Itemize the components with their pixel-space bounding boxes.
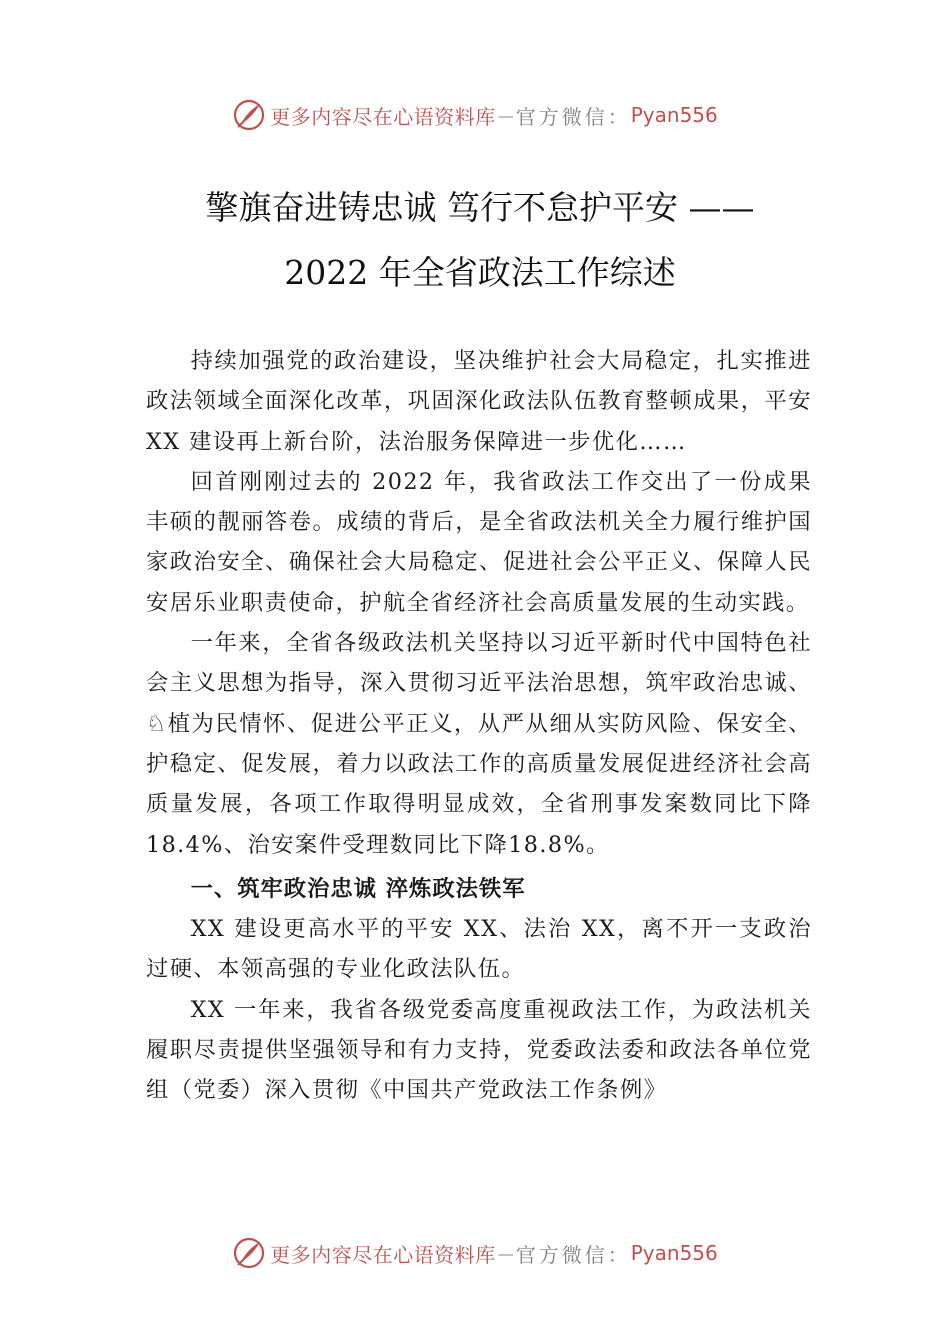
paragraph: XX 一年来，我省各级党委高度重视政法工作，为政法机关履职尽责提供坚强领导和有力支持，党委政法委和政法各单位党组（党委）深入贯彻《中国共产党政法工作条例》 xyxy=(146,996,812,1104)
watermark-account: Pyan556 xyxy=(630,1241,718,1265)
quill-pen-icon xyxy=(232,1236,266,1270)
watermark-footer xyxy=(0,1233,950,1273)
watermark-site-text: 更多内容尽在心语资料库 xyxy=(270,104,496,129)
watermark-header xyxy=(0,95,950,135)
section-heading: 一、筑牢政治忠诚 淬炼政法铁军 xyxy=(190,875,526,902)
paragraph: 持续加强党的政治建设，坚决维护社会大局稳定，扎实推进政法领域全面深化改革，巩固深化政法队伍教育整顿成果，平安 XX 建设再上新台阶，法治服务保障进一步优化…… xyxy=(146,348,812,455)
watermark-account: Pyan556 xyxy=(630,103,718,127)
document-title-line-2: 2022 年全省政法工作综述 xyxy=(284,253,676,292)
watermark-separator: — xyxy=(497,1243,514,1263)
paragraph: 回首刚刚过去的 2022 年，我省政法工作交出了一份成果丰硕的靓丽答卷。成绩的背后，是全省政法机关全力履行维护国家政治安全、确保社会大局稳定、促进社会公平正义、保障人民安居乐业职责使命，护航全省经济社会高质量发展的生动实践。 xyxy=(146,468,812,616)
paragraph: 一年来，全省各级政法机关坚持以习近平新时代中国特色社会主义思想为指导，深入贯彻习近平法治思想，筑牢政治忠诚、♘植为民情怀、促进公平正义，从严从细从实防风险、保安全、护稳定、促发展，着力以政法工作的高质量发展促进经济社会高质量发展，各项工作取得明显成效，全省刑事发案数同比下降 18.4%、治安案件受理数同比下降18.8%。 xyxy=(146,630,812,858)
document-title-line-1: 擎旗奋进铸忠诚 笃行不怠护平安 —— xyxy=(205,188,755,227)
quill-pen-icon xyxy=(232,98,266,132)
watermark-label: 官方微信： xyxy=(515,1242,631,1267)
watermark-label: 官方微信： xyxy=(515,104,631,129)
watermark-separator: — xyxy=(497,105,514,125)
document-body xyxy=(146,341,812,1111)
watermark-site-text: 更多内容尽在心语资料库 xyxy=(270,1242,496,1267)
paragraph: XX 建设更高水平的平安 XX、法治 XX，离不开一支政治过硬、本领高强的专业化政法队伍。 xyxy=(146,916,812,983)
